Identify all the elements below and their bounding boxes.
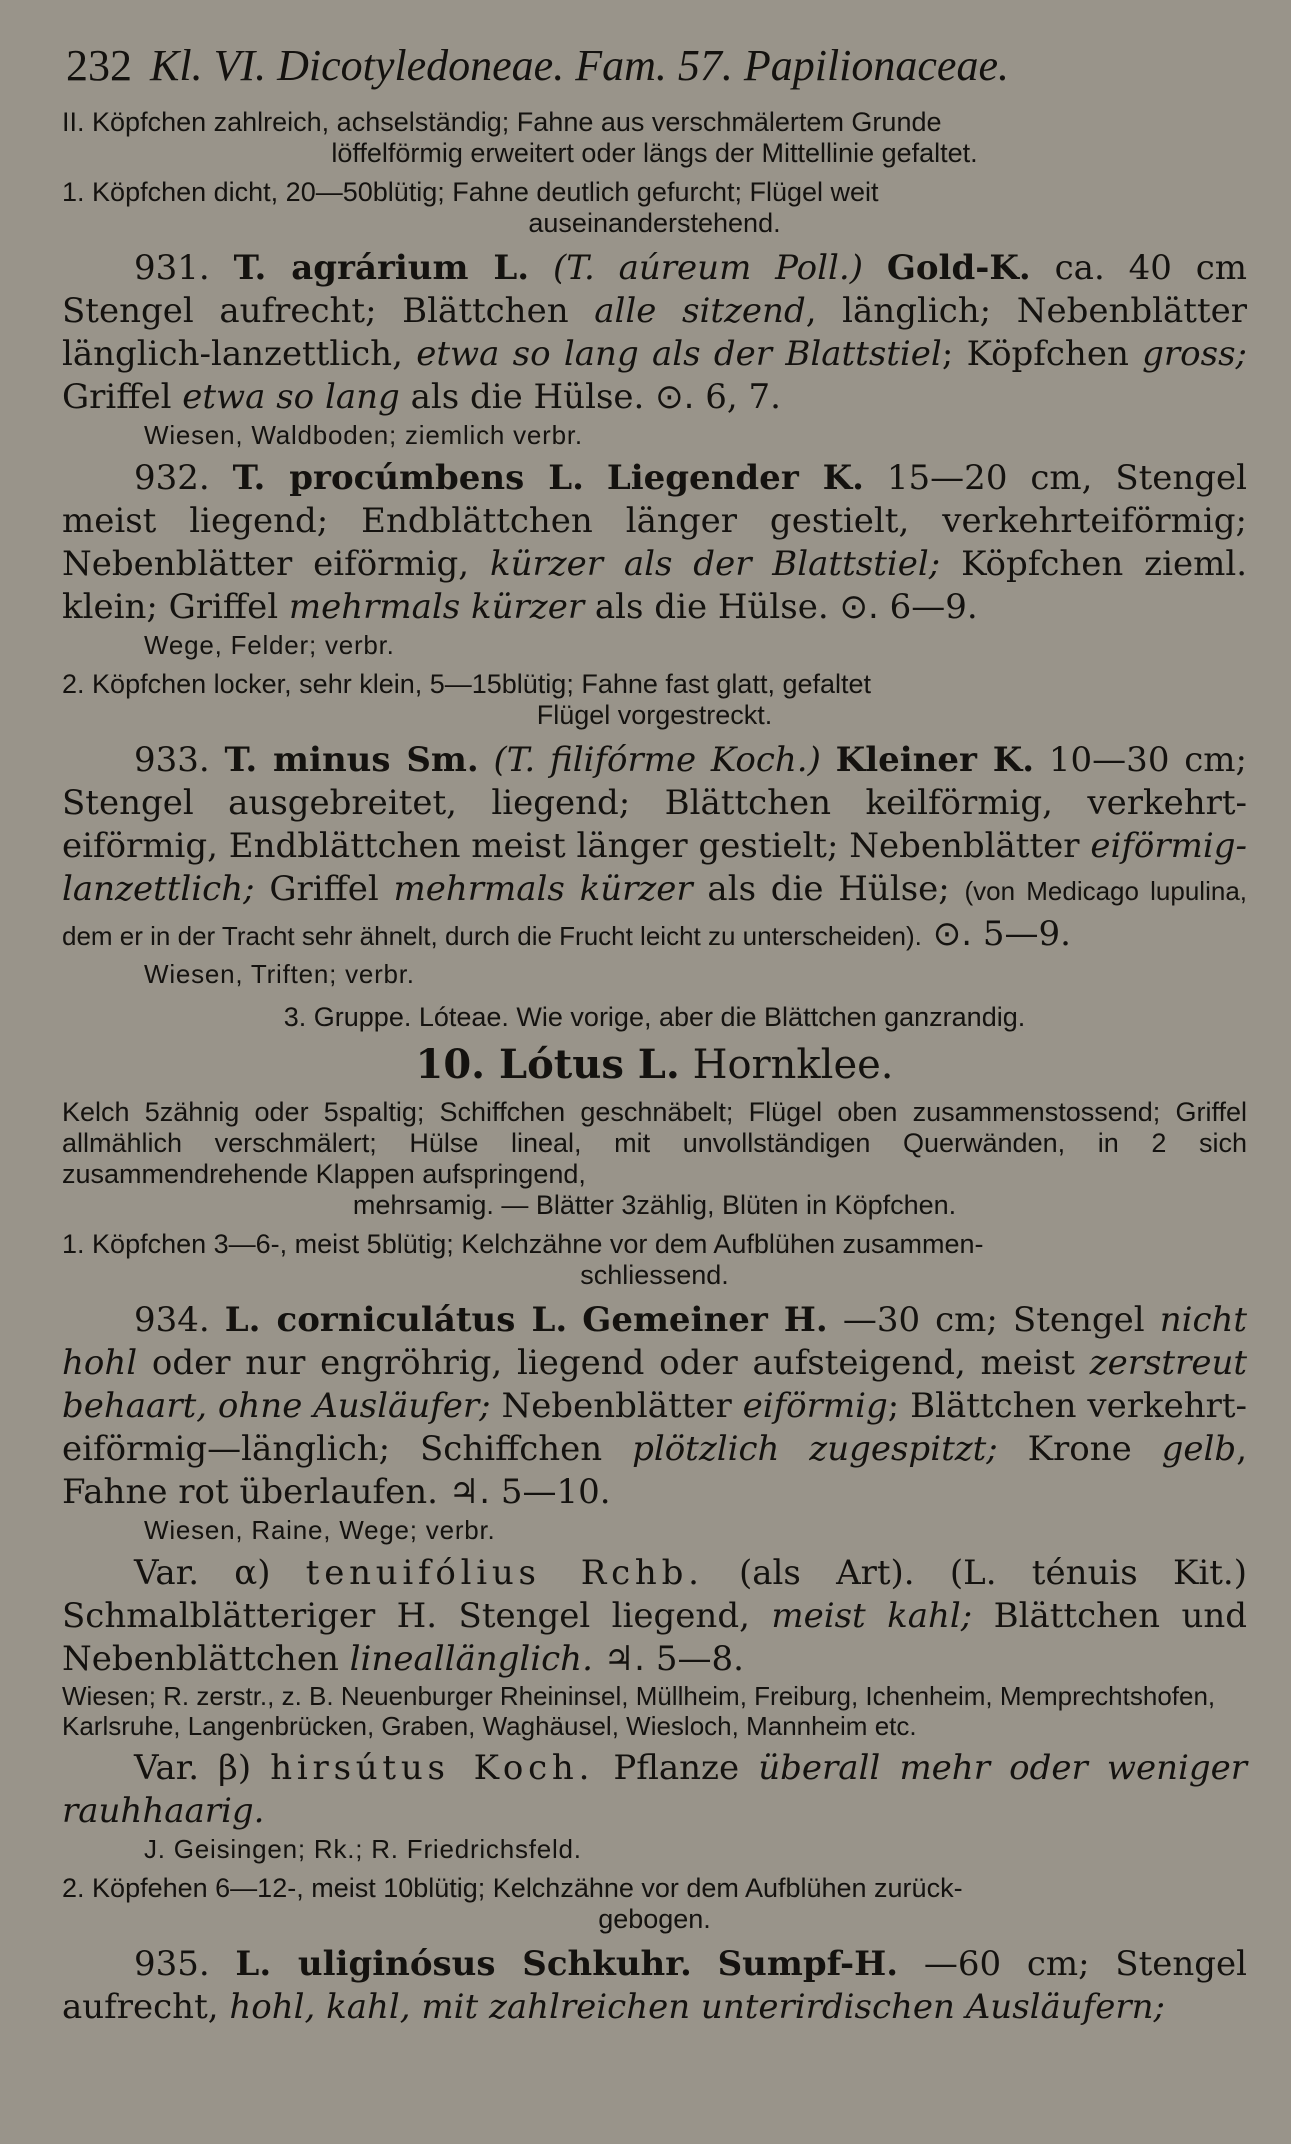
habitat: Wiesen, Triften; verbr. xyxy=(144,958,415,989)
species-name: T. agrárium L. xyxy=(233,247,530,288)
habitat: J. Geisingen; Rk.; R. Friedrichsfeld. xyxy=(144,1833,582,1864)
key-cont: löffelförmig erweitert oder längs der Mittellinie gefaltet. xyxy=(331,137,978,168)
species-entry-931: 931. T. agrárium L. (T. aúreum Poll.) Gold-K. ca. 40 cm Stengel aufrecht; Blättchen alle sitzend, länglich; Nebenblätter länglich-lanzettlich, etwa so lang als der Blattstiel; Köpfchen gross; Griffel etwa so lang als die Hülse. ⊙. 6, 7. xyxy=(62,247,1248,417)
key-lotus-2: 2. Köpfehen 6—12-, meist 10blütig; Kelchzähne vor dem Aufblühen zurück- gebogen. xyxy=(62,1873,1247,1935)
synonym: (T. filifórme Koch.) xyxy=(493,739,821,780)
biennial-icon: ⊙. xyxy=(655,376,695,417)
key-text: Köpfchen locker, sehr klein, 5—15blütig; Fahne fast glatt, gefaltet xyxy=(92,668,872,699)
page-number: 232 xyxy=(66,41,132,90)
common-name: Liegender K. xyxy=(606,457,865,498)
variety-beta: Var. β) hirsútus Koch. Pflanze überall mehr oder weniger rauhhaarig. xyxy=(62,1747,1248,1831)
species-entry-932: 932. T. procúmbens L. Liegender K. 15—20 cm, Stengel meist liegend; Endblättchen länger gestielt, verkehrteiförmig; Nebenblätter eiförmig, kürzer als der Blattstiel; Köpfchen zieml. klein; Griffel mehrmals kürzer als die Hülse. ⊙. 6—9. xyxy=(62,457,1248,627)
key-II: II. Köpfchen zahlreich, achselständig; Fahne aus verschmälertem Grunde löffelförmig erweitert oder längs der Mittellinie gefaltet. xyxy=(62,107,1247,169)
synonym: (T. aúreum Poll.) xyxy=(553,247,863,288)
habitat: Wiesen, Waldboden; ziemlich verbr. xyxy=(144,419,583,450)
key-text: Köpfchen zahlreich, achselständig; Fahne aus verschmälertem Grunde xyxy=(92,106,942,137)
habitat: Wiesen, Raine, Wege; verbr. xyxy=(144,1514,496,1545)
habitat: Wege, Felder; verbr. xyxy=(144,629,395,660)
variety-alpha: Var. α) tenuifólius Rchb. (als Art). (L. ténuis Kit.) Schmalblätteriger H. Stengel liegend, meist kahl; Blättchen und Nebenblättchen lineallänglich. ♃. 5—8. xyxy=(62,1552,1248,1679)
genus-description: Kelch 5zähnig oder 5spaltig; Schiffchen geschnäbelt; Flügel oben zusammenstossend; Griffel allmählich verschmälert; Hülse lineal, mit unvollständigen Querwänden, in 2 sich zusammendrehende Klappen aufspringend, mehrsamig. — Blätter 3zählig, Blüten in Köpfchen. xyxy=(62,1096,1247,1220)
group-heading: 3. Gruppe. Lóteae. Wie vorige, aber die Blättchen ganzrandig. xyxy=(283,1001,1026,1032)
genus-heading: 10. Lótus L. Hornklee. xyxy=(415,1040,894,1088)
key-text: Köpfchen 3—6-, meist 5blütig; Kelchzähne vor dem Aufblühen zusammen- xyxy=(92,1228,984,1259)
note: (von Medicago lupulina, dem er in der Tracht sehr ähnelt, durch die Frucht leicht zu unterscheiden). xyxy=(62,875,1248,951)
running-header xyxy=(66,40,1247,93)
species-entry-935: 935. L. uliginósus Schkuhr. Sumpf-H. —60 cm; Stengel aufrecht, hohl, kahl, mit zahlreichen unterirdischen Ausläufern; xyxy=(62,1943,1248,2027)
variety-name: hirsútus Koch. xyxy=(270,1747,595,1788)
species-name: L. uliginósus Schkuhr. xyxy=(235,1943,692,1984)
species-entry-934: 934. L. corniculátus L. Gemeiner H. —30 cm; Stengel nicht hohl oder nur engröhrig, liegend oder aufsteigend, meist zerstreut behaart, ohne Ausläufer; Nebenblätter eiförmig; Blättchen verkehrt-eiförmig—länglich; Schiffchen plötzlich zugespitzt; Krone gelb, Fahne rot überlaufen. ♃. 5—10. xyxy=(62,1299,1248,1512)
key-cont: schliessend. xyxy=(580,1259,729,1290)
species-name: T. minus Sm. xyxy=(224,739,479,780)
key-lotus-1: 1. Köpfchen 3—6-, meist 5blütig; Kelchzähne vor dem Aufblühen zusammen- schliessend. xyxy=(62,1229,1247,1291)
key-text: Köpfehen 6—12-, meist 10blütig; Kelchzähne vor dem Aufblühen zurück- xyxy=(92,1872,963,1903)
annual-icon: ⊙. xyxy=(839,586,879,627)
key-cont: gebogen. xyxy=(598,1903,711,1934)
species-name: L. corniculátus L. xyxy=(224,1299,568,1340)
key-text: Köpfchen dicht, 20—50blütig; Fahne deutlich gefurcht; Flügel weit xyxy=(92,176,879,207)
habitat-locations: Wiesen; R. zerstr., z. B. Neuenburger Rheininsel, Müllheim, Freiburg, Ichenheim, Memprechtshofen, Karlsruhe, Langenbrücken, Graben, Waghäusel, Wiesloch, Mannheim etc. xyxy=(62,1680,1216,1741)
key-cont: Flügel vorgestreckt. xyxy=(536,699,773,730)
species-name: T. procúmbens L. xyxy=(232,457,584,498)
key-1: 1. Köpfchen dicht, 20—50blütig; Fahne deutlich gefurcht; Flügel weit auseinanderstehend. xyxy=(62,177,1247,239)
common-name: Gemeiner H. xyxy=(582,1299,828,1340)
common-name: Kleiner K. xyxy=(835,739,1035,780)
common-name: Gold-K. xyxy=(886,247,1031,288)
page-title: Kl. VI. Dicotyledoneae. Fam. 57. Papilionaceae. xyxy=(150,41,1009,90)
annual-icon: ⊙. xyxy=(932,913,972,954)
species-entry-933: 933. T. minus Sm. (T. filifórme Koch.) Kleiner K. 10—30 cm; Stengel ausgebreitet, liegend; Blättchen keilförmig, verkehrt-eiförmig, Endblättchen meist länger gestielt; Nebenblätter eiförmig-lanzettlich; Griffel mehrmals kürzer als die Hülse; (von Medicago lupulina, dem er in der Tracht sehr ähnelt, durch die Frucht leicht zu unterscheiden). ⊙. 5—9. xyxy=(62,739,1248,954)
variety-name: tenuifólius Rchb. xyxy=(305,1552,704,1593)
perennial-icon: ♃. xyxy=(448,1471,491,1512)
key-cont: auseinanderstehend. xyxy=(528,207,781,238)
perennial-icon: ♃. xyxy=(603,1638,645,1679)
key-2: 2. Köpfchen locker, sehr klein, 5—15blütig; Fahne fast glatt, gefaltet Flügel vorgestreckt. xyxy=(62,669,1247,731)
common-name: Sumpf-H. xyxy=(717,1943,899,1984)
